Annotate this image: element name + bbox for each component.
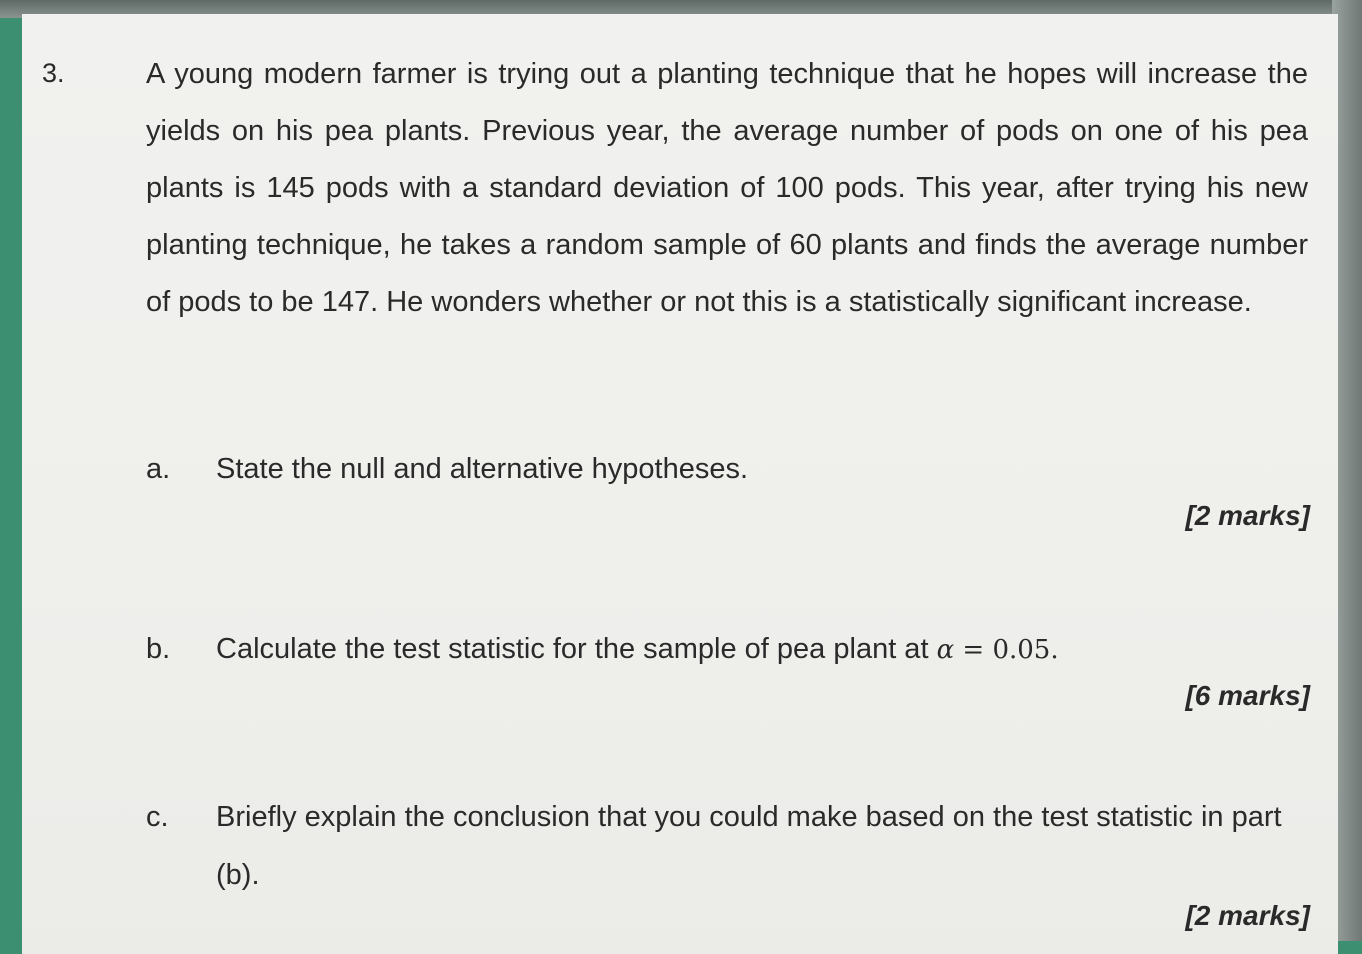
question-page <box>22 14 1338 954</box>
question-number: 3. <box>42 58 65 88</box>
question-stem: A young modern farmer is trying out a planting technique that he hopes will increase the yields on his pea plants. Previous year, the average number of pods on one of his pea plants is 145 pods with a standard deviation of 100 pods. This year, after trying his new planting technique, he takes a random sample of 60 plants and finds the average number of pods to be 147. He wonders whether or not this is a statistically significant increase. <box>146 58 1308 318</box>
part-b-body <box>216 620 1308 679</box>
part-b <box>146 620 1308 679</box>
part-a-letter: a. <box>146 453 171 485</box>
part-b-letter: b. <box>146 633 171 665</box>
part-c <box>146 788 1308 904</box>
part-a-marks: [2 marks] <box>1185 500 1310 531</box>
part-a <box>146 440 1308 498</box>
part-c-text: Briefly explain the conclusion that you could make based on the test statistic in part (b). <box>216 801 1282 891</box>
part-c-marks: [2 marks] <box>1185 900 1310 931</box>
alpha-value: = 0.05. <box>954 635 1059 665</box>
significance-level <box>937 635 1059 665</box>
alpha-symbol: α <box>936 635 955 665</box>
part-a-text: State the null and alternative hypotheses. <box>216 453 749 485</box>
part-b-marks: [6 marks] <box>1185 680 1310 711</box>
part-c-letter: c. <box>146 801 169 833</box>
part-b-text: Calculate the test statistic for the sample of pea plant at <box>216 633 929 665</box>
